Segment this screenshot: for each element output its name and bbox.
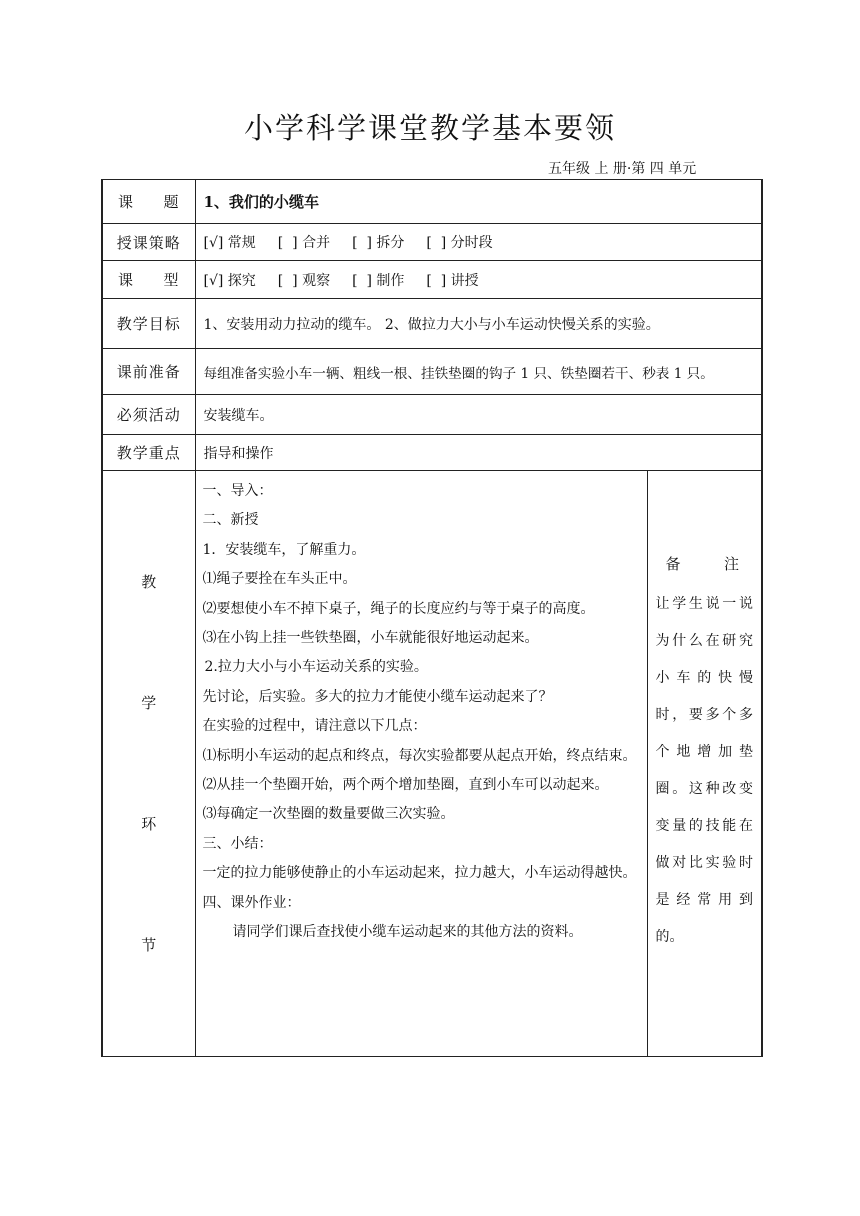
strategy-option-split[interactable]: [ ] 拆分	[352, 235, 405, 251]
label-process	[102, 471, 195, 1057]
label-char: 环	[141, 815, 157, 833]
label-char: 题	[163, 193, 180, 211]
strategy-option-merge[interactable]: [ ] 合并	[277, 235, 331, 251]
strategy-option-period[interactable]: [ ] 分时段	[426, 235, 493, 251]
label-prep: 课前准备	[102, 349, 195, 395]
process-line: ⑴绳子要拴在车头正中。	[202, 571, 357, 588]
label-topic	[102, 180, 195, 224]
row-activity	[102, 395, 762, 435]
row-strategy	[102, 224, 762, 261]
notes-body: 让学生说一说为什么在研究小车的快慢时，要多个多个地增加垫圈。这种改变变量的技能在做对比实验时是经常用到的。	[655, 596, 754, 945]
strategy-option-regular[interactable]: [√] 常规	[203, 235, 256, 251]
row-prep	[102, 349, 762, 395]
process-line: 请同学们课后查找使小缆车运动起来的其他方法的资料。	[232, 924, 583, 941]
process-line: 2.拉力大小与小车运动关系的实验。	[204, 659, 428, 676]
topic-value: 1、我们的小缆车	[195, 180, 762, 224]
process-line: 一定的拉力能够使静止的小车运动起来，拉力越大，小车运动得越快。	[202, 865, 637, 882]
row-process	[102, 471, 762, 1057]
label-activity: 必须活动	[102, 395, 195, 435]
strategy-options	[195, 224, 762, 261]
label-char: 课	[118, 193, 135, 211]
label-char: 注	[724, 555, 740, 573]
type-option-lecture[interactable]: [ ] 讲授	[426, 272, 479, 289]
row-focus	[102, 435, 762, 471]
notes-cell	[647, 471, 762, 1057]
label-char: 课	[118, 271, 135, 289]
process-line: ⑵从挂一个垫圈开始，两个两个增加垫圈，直到小车可以动起来。	[202, 777, 609, 794]
activity-value: 安装缆车。	[195, 395, 762, 435]
process-line: ⑶每确定一次垫圈的数量要做三次实验。	[202, 806, 455, 823]
label-focus: 教学重点	[102, 435, 195, 471]
page-title: 小学科学课堂教学基本要领	[243, 111, 616, 145]
prep-value: 每组准备实验小车一辆、粗线一根、挂铁垫圈的钩子 1 只、铁垫圈若干、秒表 1 只。	[195, 349, 762, 395]
process-line: ⑶在小钩上挂一些铁垫圈，小车就能很好地运动起来。	[202, 630, 539, 647]
process-line: 在实验的过程中，请注意以下几点：	[202, 718, 427, 735]
process-line: 三、小结：	[202, 835, 273, 852]
process-content	[195, 471, 647, 1057]
lesson-plan-table	[101, 179, 763, 1057]
type-option-observe[interactable]: [ ] 观察	[277, 272, 331, 289]
label-strategy: 授课策略	[102, 224, 195, 261]
process-line: ⑴标明小车运动的起点和终点，每次实验都要从起点开始，终点结束。	[202, 747, 637, 764]
process-line: 一、导入：	[202, 483, 273, 499]
label-char: 节	[141, 936, 157, 954]
row-type	[102, 261, 762, 299]
row-goal	[102, 299, 762, 349]
process-line: ⑵要想使小车不掉下桌子，绳子的长度应约与等于桌子的高度。	[202, 600, 595, 617]
focus-value: 指导和操作	[195, 435, 762, 471]
grade-unit-label: 五年级 上 册·第 四 单元	[548, 161, 697, 177]
row-topic	[102, 180, 762, 224]
process-line: 二、新授	[202, 512, 259, 529]
label-goal: 教学目标	[102, 299, 195, 349]
goal-value: 1、安装用动力拉动的缆车。 2、做拉力大小与小车运动快慢关系的实验。	[195, 299, 762, 349]
process-line: 四、课外作业：	[202, 894, 301, 911]
process-line: 先讨论，后实验。多大的拉力才能使小缆车运动起来了？	[202, 688, 553, 705]
type-option-make[interactable]: [ ] 制作	[352, 272, 405, 289]
process-line: 1．安装缆车，了解重力。	[202, 541, 366, 558]
type-option-explore[interactable]: [√] 探究	[203, 272, 256, 289]
notes-heading	[656, 553, 754, 574]
label-char: 教	[141, 573, 157, 591]
type-options	[195, 261, 762, 299]
label-type	[102, 261, 195, 299]
label-char: 学	[141, 694, 157, 712]
label-char: 备	[665, 555, 681, 573]
label-char: 型	[163, 271, 180, 289]
